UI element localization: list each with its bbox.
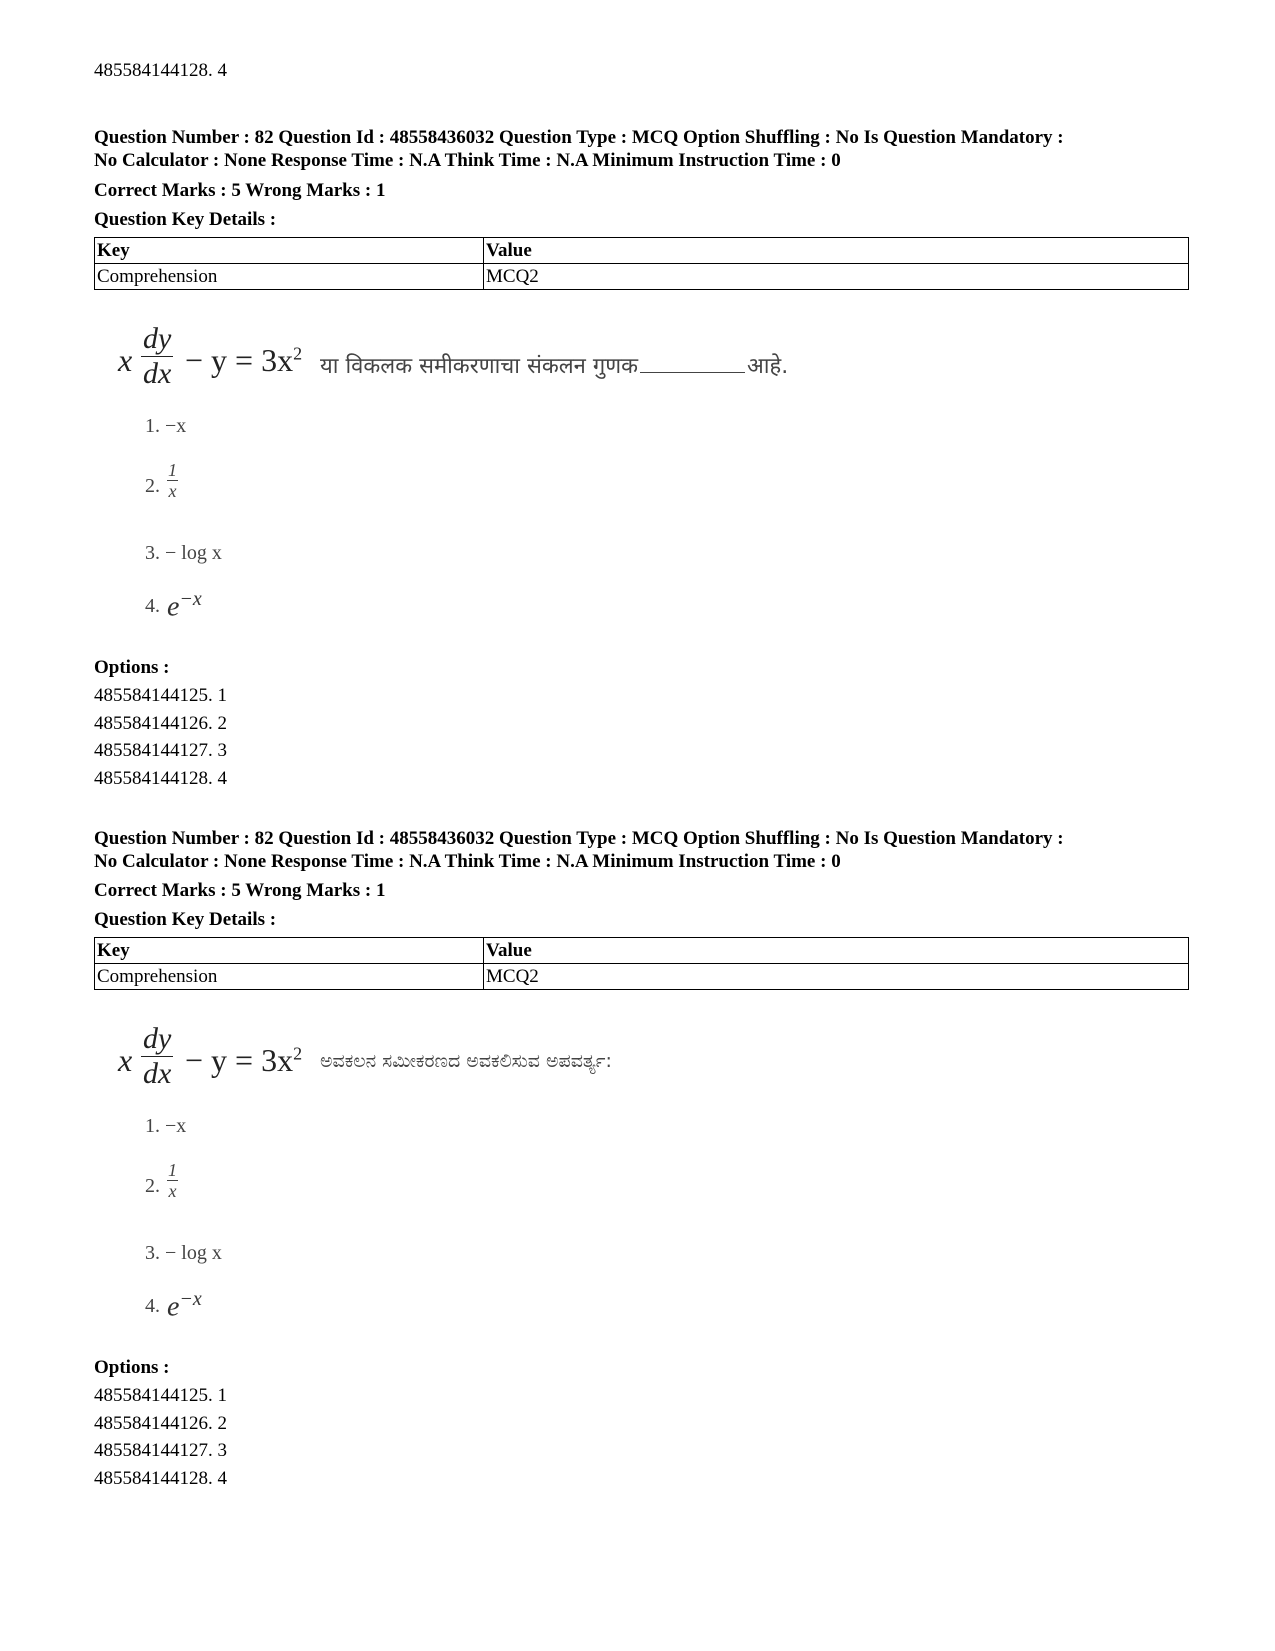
- choice-3: 3. − log x: [145, 542, 222, 564]
- key-details-label: Question Key Details :: [94, 209, 277, 230]
- equation-exponent: 2: [293, 343, 303, 364]
- marks-line: Correct Marks : 5 Wrong Marks : 1: [94, 880, 386, 901]
- value-cell: MCQ2: [484, 964, 1189, 990]
- value-header: Value: [484, 938, 1189, 964]
- choice-4-exponent: −x: [179, 588, 202, 610]
- equation-rest: [185, 1042, 302, 1079]
- choice-2-numerator: 1: [168, 460, 177, 480]
- choice-4-base: e: [167, 1291, 180, 1323]
- value-header: Value: [484, 238, 1189, 264]
- equation-derivative: [141, 1022, 173, 1091]
- option-line: 485584144126. 2: [94, 713, 227, 734]
- option-line: 485584144127. 3: [94, 1440, 227, 1461]
- equation-rest-text: − y = 3x: [185, 1042, 294, 1078]
- key-details-table: [94, 937, 1189, 990]
- choice-2-fraction: [167, 1160, 178, 1201]
- answer-blank: [640, 372, 745, 373]
- option-line: 485584144126. 2: [94, 1413, 227, 1434]
- question-image: [115, 320, 875, 650]
- choice-4-expression: [167, 588, 202, 623]
- question-header-line2: No Calculator : None Response Time : N.A Think Time : N.A Minimum Instruction Time : 0: [94, 150, 841, 171]
- choice-3: 3. − log x: [145, 1242, 222, 1264]
- choice-1: 1. −x: [145, 1115, 187, 1137]
- equation-rest-text: − y = 3x: [185, 342, 294, 378]
- previous-option-line: 485584144128. 4: [94, 60, 227, 81]
- derivative-numerator: dy: [143, 322, 172, 355]
- options-label: Options :: [94, 1357, 170, 1378]
- option-line: 485584144128. 4: [94, 1468, 227, 1489]
- choice-4-expression: [167, 1288, 202, 1323]
- question-header-line1: Question Number : 82 Question Id : 48558436032 Question Type : MCQ Option Shuffling : No Is Question Mandatory :: [94, 828, 1064, 849]
- value-cell: MCQ2: [484, 264, 1189, 290]
- equation-exponent: 2: [293, 1043, 303, 1064]
- choice-1: 1. −x: [145, 415, 187, 437]
- choice-4: 4.: [145, 1295, 160, 1317]
- key-details-label: Question Key Details :: [94, 909, 277, 930]
- equation-derivative: [141, 322, 173, 391]
- key-header: Key: [95, 938, 484, 964]
- derivative-denominator: dx: [143, 357, 172, 390]
- option-line: 485584144125. 1: [94, 1385, 227, 1406]
- choice-2-fraction: [167, 460, 178, 501]
- equation-rest: [185, 342, 302, 379]
- key-cell: Comprehension: [95, 264, 484, 290]
- derivative-denominator: dx: [143, 1057, 172, 1090]
- choice-2-denominator: x: [168, 481, 177, 501]
- key-cell: Comprehension: [95, 964, 484, 990]
- options-label: Options :: [94, 657, 170, 678]
- equation-x: x: [118, 342, 133, 378]
- option-line: 485584144125. 1: [94, 685, 227, 706]
- choice-4-base: e: [167, 591, 180, 623]
- question-text: [320, 1050, 612, 1072]
- choice-4: 4.: [145, 595, 160, 617]
- key-header: Key: [95, 238, 484, 264]
- choice-2: 2.: [145, 1175, 160, 1197]
- key-details-table: [94, 237, 1189, 290]
- question-text-main: ಅವಕಲನ ಸಮೀಕರಣದ ಅವಕಲಿಸುವ ಅಪವರ್ತ್ಯ:: [320, 1050, 612, 1072]
- choice-2: 2.: [145, 475, 160, 497]
- derivative-numerator: dy: [143, 1022, 172, 1055]
- question-text: [320, 350, 788, 380]
- question-header-line2: No Calculator : None Response Time : N.A Think Time : N.A Minimum Instruction Time : 0: [94, 851, 841, 872]
- question-text-suffix: आहे.: [747, 354, 789, 379]
- question-header-line1: Question Number : 82 Question Id : 48558436032 Question Type : MCQ Option Shuffling : No Is Question Mandatory :: [94, 127, 1064, 148]
- option-line: 485584144128. 4: [94, 768, 227, 789]
- question-image: [115, 1020, 875, 1350]
- choice-4-exponent: −x: [179, 1288, 202, 1310]
- choice-2-numerator: 1: [168, 1160, 177, 1180]
- equation-x: x: [118, 1042, 133, 1078]
- option-line: 485584144127. 3: [94, 740, 227, 761]
- marks-line: Correct Marks : 5 Wrong Marks : 1: [94, 180, 386, 201]
- question-text-main: या विकलक समीकरणाचा संकलन गुणक: [320, 354, 639, 379]
- choice-2-denominator: x: [168, 1181, 177, 1201]
